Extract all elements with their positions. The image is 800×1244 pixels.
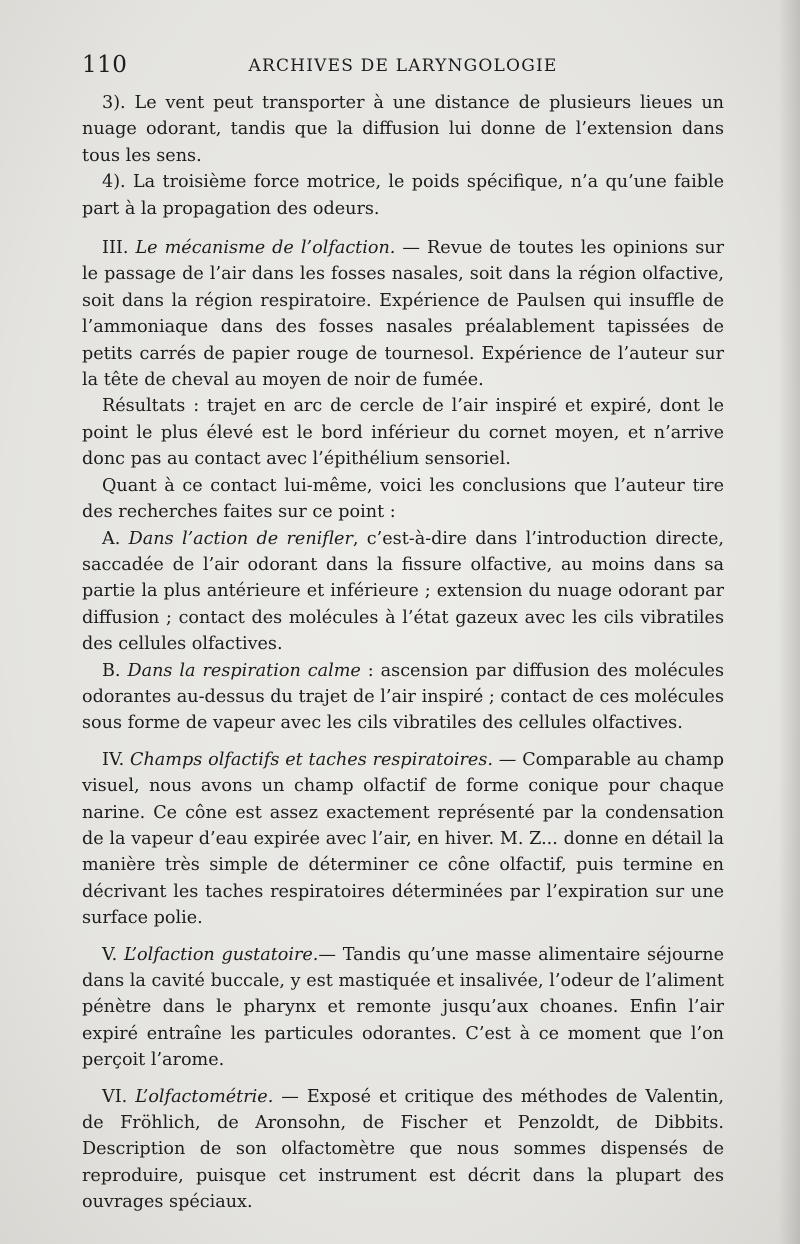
paragraph-point-4 bbox=[82, 169, 724, 222]
subsection-letter: B. bbox=[102, 660, 128, 681]
section-iv bbox=[82, 747, 724, 932]
paragraph-text: , c’est-à-dire dans l’introduction directe, saccadée de l’air odorant dans la fissure olfactive, au moins dans sa partie la plus antérieure et inférieure ; extension du nuage odorant par diffusion ; contact des molécules à l’état gazeux avec les cils vibratiles des cellules olfactives. bbox=[82, 528, 724, 655]
section-v bbox=[82, 942, 724, 1074]
section-vi bbox=[82, 1084, 724, 1216]
section-numeral: III. bbox=[102, 238, 136, 259]
running-title: ARCHIVES DE LARYNGOLOGIE bbox=[248, 56, 558, 76]
paragraph-text: — Tandis qu’une masse alimentaire séjourne dans la cavité buccale, y est mastiquée et insalivée, l’odeur de l’aliment pénètre dans le pharynx et remonte jusqu’aux choanes. Enfin l’air expiré entraîne les particules odorantes. C’est à ce moment que l’on perçoit l’arome. bbox=[82, 944, 724, 1071]
section-numeral: VI. bbox=[102, 1086, 136, 1107]
subsection-title: Dans la respiration calme bbox=[127, 660, 361, 681]
paragraph-point-3 bbox=[82, 90, 724, 169]
paragraph-text: 4). La troisième force motrice, le poids spécifique, n’a qu’une faible part à la propagation des odeurs. bbox=[82, 172, 724, 219]
section-title: Le mécanisme de l’olfaction. bbox=[135, 238, 396, 259]
subsection-b bbox=[82, 658, 724, 737]
section-title: L’olfaction gustatoire. bbox=[124, 944, 319, 965]
paragraph-resultats bbox=[82, 393, 724, 472]
subsection-a bbox=[82, 526, 724, 658]
body-text bbox=[82, 90, 724, 1216]
paragraph-contact bbox=[82, 473, 724, 526]
page-edge-shadow bbox=[778, 0, 800, 1244]
section-numeral: IV. bbox=[102, 749, 131, 770]
paragraph-text: 3). Le vent peut transporter à une distance de plusieurs lieues un nuage odorant, tandis que la diffusion lui donne de l’extension dans tous les sens. bbox=[82, 93, 724, 166]
paragraph-text: — Revue de toutes les opinions sur le passage de l’air dans les fosses nasales, soit dans la région olfactive, soit dans la région respiratoire. Expérience de Paulsen qui insuffle de l’ammoniaque dans des fosses nasales préalablement tapissées de petits carrés de papier rouge de tournesol. Expérience de l’auteur sur la tête de cheval au moyen de noir de fumée. bbox=[82, 238, 724, 391]
section-iii bbox=[82, 235, 724, 393]
page-number: 110 bbox=[82, 52, 128, 78]
section-title: L’olfactométrie. bbox=[135, 1086, 274, 1107]
paragraph-text: Quant à ce contact lui-même, voici les conclusions que l’auteur tire des recherches faites sur ce point : bbox=[82, 475, 724, 523]
subsection-letter: A. bbox=[102, 528, 129, 549]
paragraph-text: — Exposé et critique des méthodes de Valentin, de Fröhlich, de Aronsohn, de Fischer et Penzoldt, de Dibbits. Description de son olfactomètre que nous sommes dispensés de reproduire, puisque cet instrument est décrit dans la plupart des ouvrages spéciaux. bbox=[82, 1086, 724, 1213]
page-header bbox=[82, 52, 724, 82]
section-numeral: V. bbox=[102, 944, 124, 965]
paragraph-text: Résultats : trajet en arc de cercle de l’air inspiré et expiré, dont le point le plus élevé est le bord inférieur du cornet moyen, et n’arrive donc pas au contact avec l’épithélium sensoriel. bbox=[82, 396, 724, 470]
paragraph-text: — Comparable au champ visuel, nous avons un champ olfactif de forme conique pour chaque narine. Ce cône est assez exactement représenté par la condensation de la vapeur d’eau expirée avec l’air, en hiver. M. Z... donne en détail la manière très simple de déterminer ce cône olfactif, puis termine en décrivant les taches respiratoires déterminées par l’expiration sur une surface polie. bbox=[82, 749, 725, 929]
section-title: Champs olfactifs et taches respiratoires. bbox=[130, 749, 493, 770]
paragraph-text: : ascension par diffusion des molécules odorantes au-dessus du trajet de l’air inspiré ; contact de ces molécules sous forme de vapeur avec les cils vibratiles des cellules olfactives. bbox=[82, 660, 724, 734]
subsection-title: Dans l’action de renifler bbox=[128, 528, 353, 549]
